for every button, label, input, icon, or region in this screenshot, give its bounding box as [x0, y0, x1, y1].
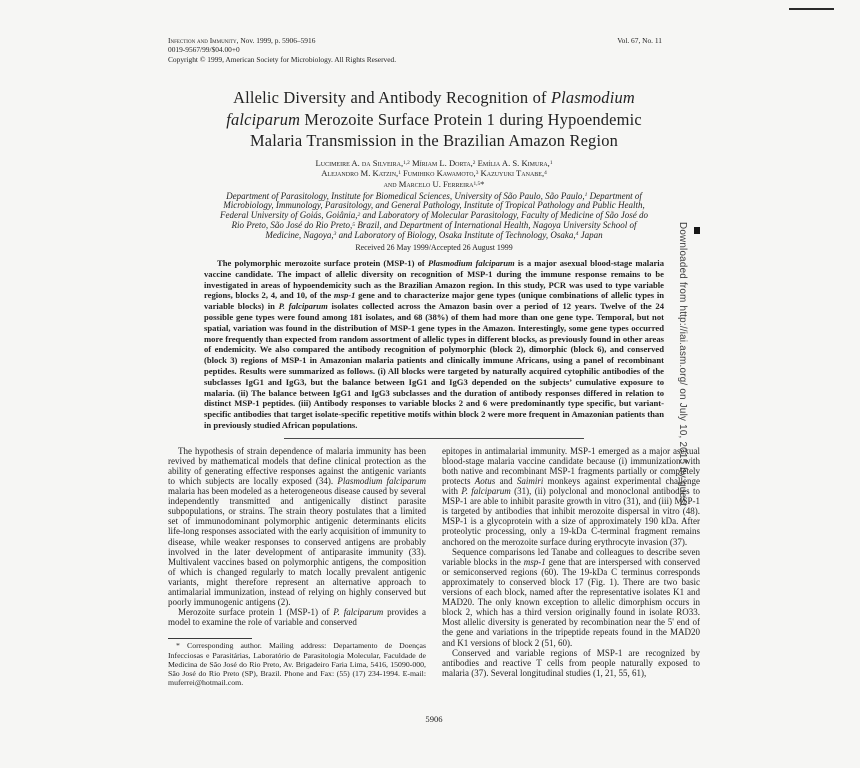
- authors-block: [168, 158, 700, 190]
- journal-masthead: [168, 36, 700, 64]
- left-column: [168, 446, 426, 688]
- body-paragraph: The hypothesis of strain dependence of malaria immunity has been revived by mathematical models that define clinical protection as the ability of generating effective responses against the antigenic variants to which subjects are locally exposed (34). Plasmodium falciparum malaria has been modeled as a heterogeneous disease caused by several independently transmitted and antigenically distinct parasite subpopulations, or strains. The strain theory postulates that a limited set of immunodominant polymorphic antigenic determinants elicits life-long responses associated with the early acquisition of immunity to disease, while weaker responses to conserved antigens are probably involved in the later development of antiparasite immunity (33). Multivalent vaccines based on polymorphic antigens, the composition of which is changed regularly to match locally prevalent antigenic variants, might therefore represent an alternative approach to antimalarial immunization, instead of relying on highly conserved but poorly immunogenic antigens (2).: [168, 445, 427, 608]
- abstract-separator-rule: [284, 438, 584, 439]
- body-paragraph: epitopes in antimalarial immunity. MSP-1 emerged as a major asexual blood-stage malaria vaccine candidate because (i) immunization with both native and recombinant MSP-1 fragments partially or completely protects Aotus and Saimiri monkeys against experimental challenge with P. falciparum (31), (ii) polyclonal and monoclonal antibodies to MSP-1 are able to inhibit parasite growth in vitro (31), and (iii) MSP-1 is targeted by antibodies that inhibit merozoite dispersal in vitro (48). MSP-1 is a glycoprotein with a size of approximately 190 kDa. After proteolytic processing, only a 19-kDa C-terminal fragment remains anchored on the merozoite surface during erythrocyte invasion (37).: [442, 445, 700, 547]
- volume-issue-line: Vol. 67, No. 11: [617, 36, 662, 45]
- received-accepted-line: Received 26 May 1999/Accepted 26 August 1999: [355, 243, 513, 253]
- download-watermark: Downloaded from http://iai.asm.org/ on July 10, 2015 by guest: [677, 222, 688, 507]
- journal-name-line: Infection and Immunity, Nov. 1999, p. 5906–5916: [168, 36, 316, 45]
- masthead-left-block: [168, 36, 396, 64]
- body-columns: [168, 446, 700, 688]
- authors-line-3: and Marcelo U. Ferreira$^{1,5}$*: [383, 178, 485, 189]
- article-title: Allelic Diversity and Antibody Recognition of Plasmodium falciparum Merozoite Surface Protein 1 during Hypoendemic Malaria Transmission in the Brazilian Amazon Region: [226, 88, 642, 151]
- body-paragraph: Sequence comparisons led Tanabe and colleagues to describe seven variable blocks in the msp-1 gene that are interspersed with conserved or semiconserved regions (60). The 19-kDa C terminus corresponds approximately to conserved block 17 (Fig. 1). There are two basic versions of each block, named after the representative isolates K1 and MAD20. The only known exception to allelic dimorphism occurs in block 2, which has a third version originally found in isolate RO33. Most allelic diversity is generated by recombination near the 5' end of the gene and variations in the tripeptide repeats found in the MAD20 and K1 versions of block 2 (51, 60).: [442, 546, 700, 648]
- affiliations-block: Department of Parasitology, Institute for Biomedical Sciences, University of São Paulo, São Paulo,$^1$ Department of Microbiology, Immunology, Parasitology, and General Pathology, Institute of Tropical Pathology and Public Health, Federal University of Goiás, Goiânia,$^2$ and Laboratory of Molecular Parasitology, Faculty of Medicine of São José do Rio Preto, São José do Rio Preto,$^5$ Brazil, and Department of International Health, Nagoya University School of Medicine, Nagoya,$^3$ and Laboratory of Biology, Osaka Institute of Technology, Osaka,$^4$ Japan: [220, 190, 648, 240]
- corresponding-author-footnote: [168, 638, 426, 687]
- footnote-text: * Corresponding author. Mailing address: Departamento de Doenças Infecciosas e Parasitárias, Laboratório de Parasitologia Molecular, Faculdade de Medicina de São José do Rio Preto, Av. Brigadeiro Faria Lima, 5416, 15090-000, São José do Rio Preto (SP), Brazil. Phone and Fax: (55) (17) 234-1994. E-mail: muferrei@hotmail.com.: [168, 641, 426, 688]
- authors-line-2: Alejandro M. Katzin,$^1$ Fumihiko Kawamoto,$^3$ Kazuyuki Tanabe,$^4$: [321, 168, 547, 179]
- right-column: [442, 446, 700, 688]
- page-number: 5906: [425, 714, 443, 724]
- scan-artifact-dash: [789, 8, 834, 10]
- footnote-separator-rule: [168, 638, 252, 639]
- scan-artifact-square: [694, 227, 700, 234]
- copyright-line: Copyright © 1999, American Society for Microbiology. All Rights Reserved.: [168, 54, 397, 64]
- page-content: [168, 36, 700, 687]
- body-paragraph: Merozoite surface protein 1 (MSP-1) of P. falciparum provides a model to examine the role of variable and conserved: [168, 607, 426, 628]
- abstract-paragraph: The polymorphic merozoite surface protein (MSP-1) of Plasmodium falciparum is a major asexual blood-stage malaria vaccine candidate. The impact of allelic diversity on recognition of MSP-1 during the immune response remains to be investigated in areas of hypoendemicity such as the Brazilian Amazon region. In this study, PCR was used to type variable regions, blocks 2, 4, and 10, of the msp-1 gene and to characterize major gene types (unique combinations of allelic types in variable blocks) in P. falciparum isolates collected across the Amazon basin over a period of 12 years. Twelve of the 24 possible gene types were found among 181 isolates, and 68 (38%) of them had more than one gene type. Temporal, but not spatial, variation was found in the distribution of MSP-1 gene types in the Amazon. Interestingly, some gene types occurred more frequently than expected from random assortment of allelic types in different blocks, as previously found in other areas of endemicity. We also compared the antibody recognition of polymorphic (block 2), dimorphic (block 6), and conserved (block 3) regions of MSP-1 in Amazonian malaria patients and clinically immune Africans, using a panel of recombinant peptides. Results were summarized as follows. (i) All blocks were targeted by naturally acquired cytophilic antibodies of the subclasses IgG1 and IgG3, but the balance between IgG1 and IgG3 depended on the subjects’ cumulative exposure to malaria. (ii) The balance between IgG1 and IgG3 subclasses and the duration of antibody responses differed in relation to distinct MSP-1 peptides. (iii) Antibody responses to variable blocks 2 and 6 were predominantly type specific, but variant-specific antibodies that target isolate-specific repetitive motifs within block 2 were more frequent in Amazonian patients than in previously studied African populations.: [204, 257, 665, 430]
- authors-line-1: Lucimeire A. da Silveira,$^{1,2}$ Míriam L. Dorta,$^2$ Emília A. S. Kimura,$^1$: [315, 157, 553, 168]
- issn-line: 0019-9567/99/$04.00+0: [168, 45, 240, 55]
- body-paragraph: Conserved and variable regions of MSP-1 are recognized by antibodies and reactive T cells from people naturally exposed to malaria (37). Several longitudinal studies (1, 21, 55, 61),: [442, 647, 700, 678]
